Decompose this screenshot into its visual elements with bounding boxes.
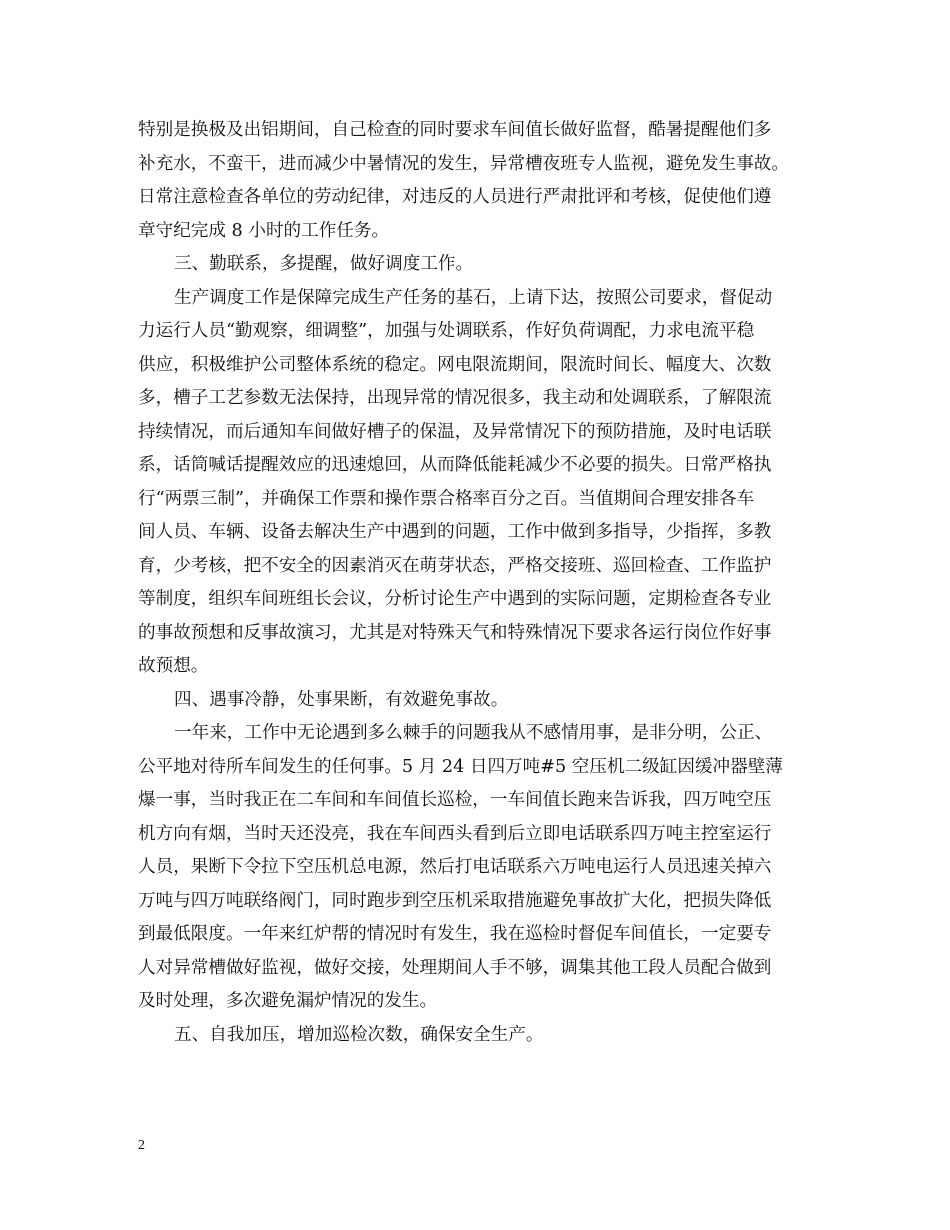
- text-line: 章守纪完成 8 小时的工作任务。: [138, 220, 390, 241]
- text-line: 间人员、车辆、设备去解决生产中遇到的问题，工作中做到多指导，少指挥，多教: [138, 522, 772, 542]
- paragraph-start-line: 生产调度工作是保障完成生产任务的基石，上请下达，按照公司要求，督促动: [174, 287, 773, 308]
- text-line: 多，槽子工艺参数无法保持，出现异常的情况很多，我主动和处调联系，了解限流: [138, 388, 772, 408]
- document-body: [138, 114, 814, 1052]
- text-line: 及时处理，多次避免漏炉情况的发生。: [138, 991, 438, 1011]
- text-line: 机方向有烟，当时天还没亮，我在车间西头看到后立即电话联系四万吨主控室运行: [138, 823, 772, 844]
- text-line: 爆一事，当时我正在二车间和车间值长巡检，一车间值长跑来告诉我，四万吨空压: [138, 790, 772, 810]
- text-line: 人员，果断下令拉下空压机总电源，然后打电话联系六万吨电运行人员迅速关掉六: [138, 857, 772, 877]
- paragraph-start-line: 三、勤联系，多提醒，做好调度工作。: [174, 254, 474, 274]
- text-line: 系，话筒喊话提醒效应的迅速熄回，从而降低能耗减少不必要的损失。日常严格执: [138, 455, 772, 475]
- page-number: 2: [138, 1138, 145, 1153]
- text-line: 特别是换极及出铝期间，自己检查的同时要求车间值长做好监督，酷暑提醒他们多: [138, 120, 772, 140]
- text-line: 人对异常槽做好监视，做好交接，处理期间人手不够，调集其他工段人员配合做到: [138, 957, 772, 978]
- text-line: 力运行人员“勤观察，细调整”，加强与处调联系，作好负荷调配，力求电流平稳: [138, 321, 755, 341]
- text-line: 到最低限度。一年来红炉帮的情况时有发生，我在巡检时督促车间值长，一定要专: [138, 924, 772, 944]
- text-line: 育，少考核，把不安全的因素消灭在萌芽状态，严格交接班、巡回检查、工作监护: [138, 555, 772, 576]
- text-line: 行“两票三制”，并确保工作票和操作票合格率百分之百。当值期间合理安排各车: [138, 488, 755, 509]
- text-line: 供应，积极维护公司整体系统的稳定。网电限流期间，限流时间长、幅度大、次数: [138, 354, 772, 375]
- text-line: 万吨与四万吨联络阀门，同时跑步到空压机采取措施避免事故扩大化，把损失降低: [138, 890, 772, 911]
- text-line: 的事故预想和反事故演习，尤其是对特殊天气和特殊情况下要求各运行岗位作好事: [138, 622, 772, 643]
- paragraph-start-line: 五、自我加压，增加巡检次数，确保安全生产。: [174, 1024, 544, 1045]
- paragraph-start-line: 四、遇事冷静，处事果断，有效避免事故。: [174, 689, 509, 710]
- paragraph-start-line: 一年来，工作中无论遇到多么棘手的问题我从不感情用事，是非分明，公正、: [174, 723, 773, 743]
- text-line: 等制度，组织车间班组长会议，分析讨论生产中遇到的实际问题，定期检查各专业: [138, 589, 772, 609]
- text-line: 持续情况，而后通知车间做好槽子的保温，及异常情况下的预防措施，及时电话联: [138, 421, 772, 442]
- text-line: 日常注意检查各单位的劳动纪律，对违反的人员进行严肃批评和考核，促使他们遵: [138, 187, 772, 207]
- text-line: 故预想。: [138, 656, 209, 676]
- text-line: 公平地对待所车间发生的任何事。5 月 24 日四万吨#5 空压机二级缸因缓冲器壁薄: [138, 756, 783, 777]
- text-line: 补充水，不蛮干，进而减少中暑情况的发生，异常槽夜班专人监视，避免发生事故。: [138, 153, 789, 174]
